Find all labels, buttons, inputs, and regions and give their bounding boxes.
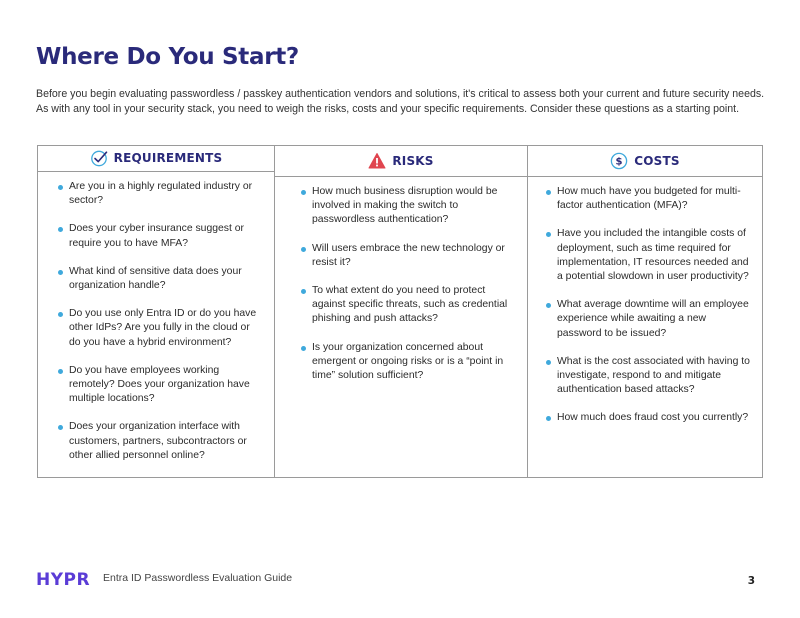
list-item: How much have you budgeted for multi-factor authentication (MFA)? [546, 185, 752, 213]
requirements-heading: REQUIREMENTS [113, 151, 223, 166]
list-item: Are you in a highly regulated industry or sector? [58, 180, 264, 208]
list-item: How much does fraud cost you currently? [546, 411, 752, 425]
costs-column [527, 146, 762, 477]
intro-paragraph: Before you begin evaluating passwordless / passkey authentication vendors and solutions, it's critical to assess both your current and future security needs. As with any tool in your security stack, you need to weigh the risks, costs and your specific requirements. Consider these questions as a starting point. [36, 88, 765, 115]
list-item: Have you included the intangible costs of deployment, such as time required for implementation, IT resources needed and a potential slowdown in user productivity? [546, 227, 752, 284]
requirements-list [38, 172, 274, 477]
costs-list [528, 177, 762, 440]
svg-text:$: $ [615, 156, 623, 168]
list-item: Does your organization interface with customers, partners, subcontractors or other allied personnel online? [58, 420, 264, 463]
list-item: To what extent do you need to protect against specific threats, such as credential phishing and push attacks? [301, 284, 517, 327]
list-item: Will users embrace the new technology or resist it? [301, 242, 517, 270]
risks-column [274, 146, 527, 477]
costs-heading: COSTS [634, 154, 680, 168]
page-title: Where Do You Start? [36, 44, 299, 70]
questions-table [37, 145, 763, 478]
risks-list [275, 177, 527, 397]
list-item: Does your cyber insurance suggest or require you to have MFA? [58, 222, 264, 250]
risks-header [275, 146, 527, 177]
hypr-logo: HYPR [36, 570, 91, 590]
list-item: What average downtime will an employee experience while awaiting a new password to be issued? [546, 298, 752, 341]
warning-icon [368, 152, 386, 170]
requirements-header [38, 146, 274, 172]
page-number: 3 [747, 575, 755, 587]
dollar-circle-icon [610, 152, 628, 170]
requirements-column [38, 146, 274, 477]
costs-header [528, 146, 762, 177]
list-item: Is your organization concerned about emergent or ongoing risks or is a “point in time” solution sufficient? [301, 341, 517, 384]
check-circle-icon [90, 149, 108, 167]
risks-heading: RISKS [392, 154, 434, 168]
list-item: How much business disruption would be involved in making the switch to passwordless authentication? [301, 185, 517, 228]
list-item: Do you have employees working remotely? Does your organization have multiple locations? [58, 364, 264, 407]
footer-guide-title: Entra ID Passwordless Evaluation Guide [103, 572, 293, 584]
list-item: What kind of sensitive data does your organization handle? [58, 265, 264, 293]
list-item: Do you use only Entra ID or do you have other IdPs? Are you fully in the cloud or do you have a hybrid environment? [58, 307, 264, 350]
list-item: What is the cost associated with having to investigate, respond to and mitigate authentication based attacks? [546, 355, 752, 398]
